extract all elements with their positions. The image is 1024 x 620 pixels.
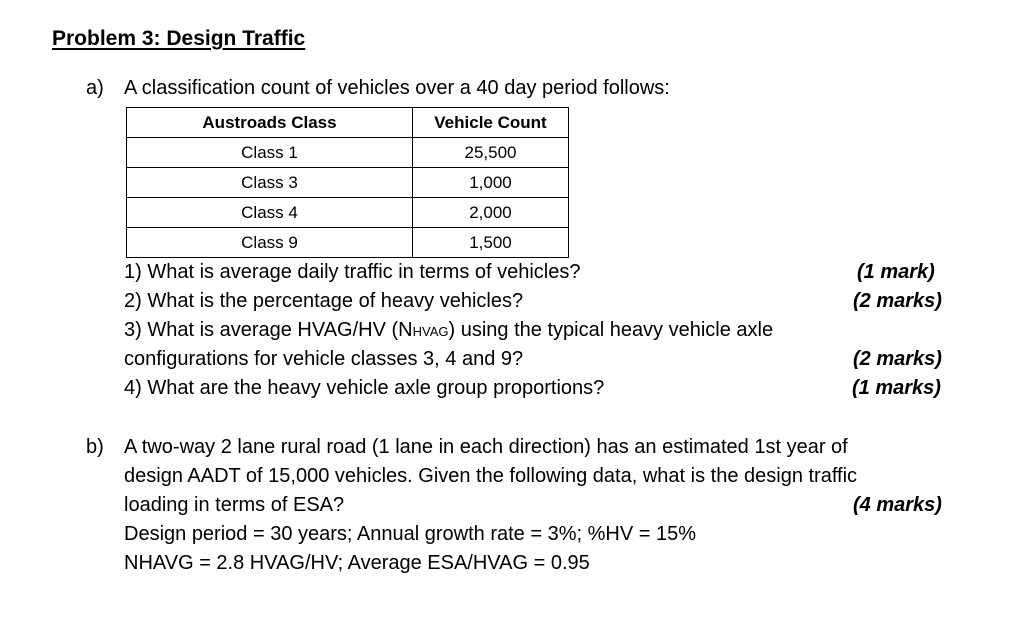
part-b-line-1: A two-way 2 lane rural road (1 lane in each direction) has an estimated 1st year of <box>124 436 848 458</box>
table-row <box>127 138 569 168</box>
class-cell: Class 4 <box>127 198 413 228</box>
header-austroads-class: Austroads Class <box>127 108 413 138</box>
table-row <box>127 228 569 258</box>
class-cell: Class 9 <box>127 228 413 258</box>
count-cell: 1,000 <box>413 168 569 198</box>
question-3-marks: (2 marks) <box>853 348 942 370</box>
question-3-subscript: HVAG <box>412 324 449 339</box>
part-a-label: a) <box>86 77 104 99</box>
question-3-post: ) using the typical heavy vehicle axle <box>448 319 774 341</box>
header-vehicle-count: Vehicle Count <box>413 108 569 138</box>
class-cell: Class 1 <box>127 138 413 168</box>
question-3-pre: 3) What is average HVAG/HV (N <box>124 319 413 341</box>
classification-table <box>126 107 569 258</box>
problem-title: Problem 3: Design Traffic <box>52 27 306 50</box>
count-cell: 2,000 <box>413 198 569 228</box>
question-2-marks: (2 marks) <box>853 290 942 312</box>
question-4-marks: (1 marks) <box>852 377 941 399</box>
part-b-line-4: Design period = 30 years; Annual growth rate = 3%; %HV = 15% <box>124 523 697 545</box>
question-4: 4) What are the heavy vehicle axle group proportions? <box>124 377 605 399</box>
table-row <box>127 168 569 198</box>
part-b-line-2: design AADT of 15,000 vehicles. Given the following data, what is the design traffic <box>124 465 858 487</box>
part-b-line-5: NHAVG = 2.8 HVAG/HV; Average ESA/HVAG = 0.95 <box>124 552 590 574</box>
table-row <box>127 198 569 228</box>
question-1: 1) What is average daily traffic in terms of vehicles? <box>124 261 581 283</box>
question-3-line2: configurations for vehicle classes 3, 4 and 9? <box>124 348 524 370</box>
part-b-marks: (4 marks) <box>853 494 942 516</box>
part-a-intro: A classification count of vehicles over a 40 day period follows: <box>124 77 670 99</box>
class-cell: Class 3 <box>127 168 413 198</box>
count-cell: 25,500 <box>413 138 569 168</box>
count-cell: 1,500 <box>413 228 569 258</box>
table-header-row <box>127 108 569 138</box>
question-2: 2) What is the percentage of heavy vehicles? <box>124 290 524 312</box>
question-1-marks: (1 mark) <box>857 261 935 283</box>
part-b-label: b) <box>86 436 104 458</box>
part-b-line-3: loading in terms of ESA? <box>124 494 345 516</box>
question-3 <box>124 319 773 342</box>
